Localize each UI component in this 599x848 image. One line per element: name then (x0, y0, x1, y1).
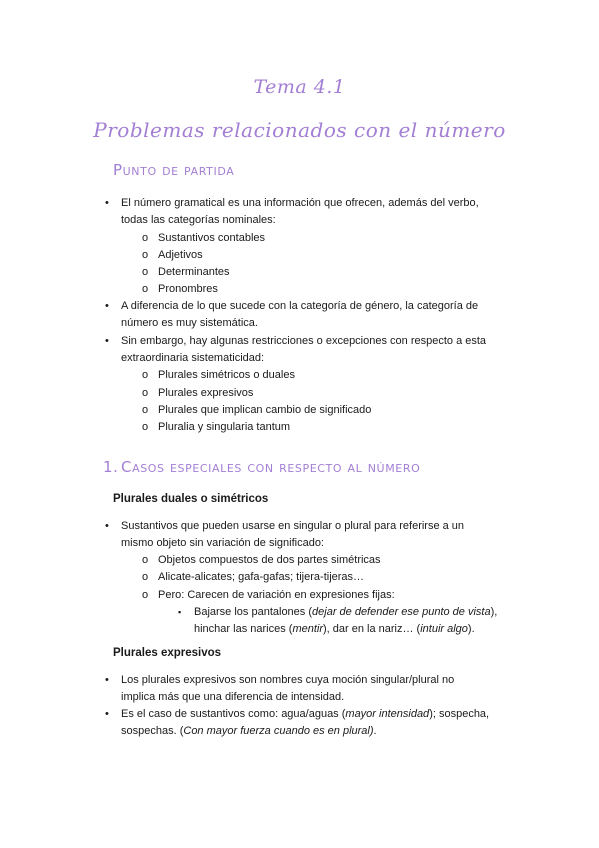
section-heading-text: Casos especiales con respecto al número (121, 458, 421, 476)
example-line (194, 605, 497, 619)
bullet-text-cont: implica más que una diferencia de intensidad. (121, 691, 345, 703)
bullet-marker: • (105, 674, 109, 686)
sub-bullet-marker: o (142, 387, 149, 399)
page-subtitle: Problemas relacionados con el número (93, 118, 506, 142)
sub-bullet-marker: o (142, 249, 149, 261)
sub-bullet-marker: o (142, 283, 149, 295)
body-text: . (373, 725, 377, 737)
bullet-marker: • (105, 300, 109, 312)
example-italic: dejar de defender ese punto de vista (312, 606, 491, 618)
bullet-text-cont: extraordinaria sistematicidad: (121, 352, 265, 364)
bullet-text: A diferencia de lo que sucede con la categoría de género, la categoría de (121, 300, 479, 312)
bullet-text: El número gramatical es una información que ofrecen, además del verbo, (121, 197, 479, 209)
sub-bullet-marker: o (142, 589, 149, 601)
bullet-text-cont: número es muy sistemática. (121, 317, 258, 329)
list-item: Plurales simétricos o duales (158, 369, 295, 381)
subheading-plurales-duales: Plurales duales o simétricos (113, 493, 269, 505)
list-item: Determinantes (158, 266, 230, 278)
list-item: Objetos compuestos de dos partes simétricas (158, 554, 381, 566)
body-text: Es el caso de sustantivos como: agua/aguas ( (121, 708, 346, 720)
body-text: sospechas. ( (121, 725, 184, 737)
bullet-text: Sin embargo, hay algunas restricciones o excepciones con respecto a esta (121, 335, 487, 347)
example-text: ), dar en la nariz… ( (323, 623, 421, 635)
section-number: 1. (103, 458, 119, 476)
list-item: Adjetivos (158, 249, 203, 261)
list-item: Plurales que implican cambio de significado (158, 404, 372, 416)
sub-bullet-marker: o (142, 369, 149, 381)
body-text: ); sospecha, (429, 708, 490, 720)
body-italic: Con mayor fuerza cuando es en plural) (183, 725, 374, 737)
sub-bullet-marker: o (142, 421, 149, 433)
sub-bullet-marker: o (142, 554, 149, 566)
example-text: hinchar las narices ( (194, 623, 293, 635)
bullet-marker: • (105, 335, 109, 347)
bullet-text-cont (121, 724, 377, 738)
page-title: Tema 4.1 (253, 76, 346, 98)
bullet-text: Sustantivos que pueden usarse en singular o plural para referirse a un (121, 520, 465, 532)
sub-bullet-marker: o (142, 404, 149, 416)
bullet-text (121, 707, 489, 721)
example-line-cont (194, 622, 475, 636)
list-item: Pronombres (158, 283, 218, 295)
bullet-text-cont: mismo objeto sin variación de significado: (121, 537, 324, 549)
example-italic: intuir algo (420, 623, 468, 635)
square-bullet-marker: ▪ (178, 607, 182, 617)
list-item: Pero: Carecen de variación en expresiones fijas: (158, 589, 395, 601)
body-italic: mayor intensidad (345, 708, 430, 720)
bullet-text: Los plurales expresivos son nombres cuya moción singular/plural no (121, 674, 455, 686)
example-italic: mentir (292, 623, 323, 635)
bullet-marker: • (105, 197, 109, 209)
section-heading-punto-de-partida: Punto de partida (113, 161, 235, 179)
list-item: Alicate-alicates; gafa-gafas; tijera-tijeras… (158, 571, 365, 583)
section-heading-casos-especiales (103, 458, 420, 476)
sub-bullet-marker: o (142, 266, 149, 278)
example-text: Bajarse los pantalones ( (194, 606, 313, 618)
bullet-marker: • (105, 708, 109, 720)
bullet-text-cont: todas las categorías nominales: (121, 214, 276, 226)
subheading-plurales-expresivos: Plurales expresivos (113, 647, 222, 659)
example-text: ), (490, 606, 498, 618)
sub-bullet-marker: o (142, 571, 149, 583)
list-item: Sustantivos contables (158, 232, 266, 244)
list-item: Plurales expresivos (158, 387, 254, 399)
example-text: ). (467, 623, 475, 635)
bullet-marker: • (105, 520, 109, 532)
sub-bullet-marker: o (142, 232, 149, 244)
list-item: Pluralia y singularia tantum (158, 421, 291, 433)
